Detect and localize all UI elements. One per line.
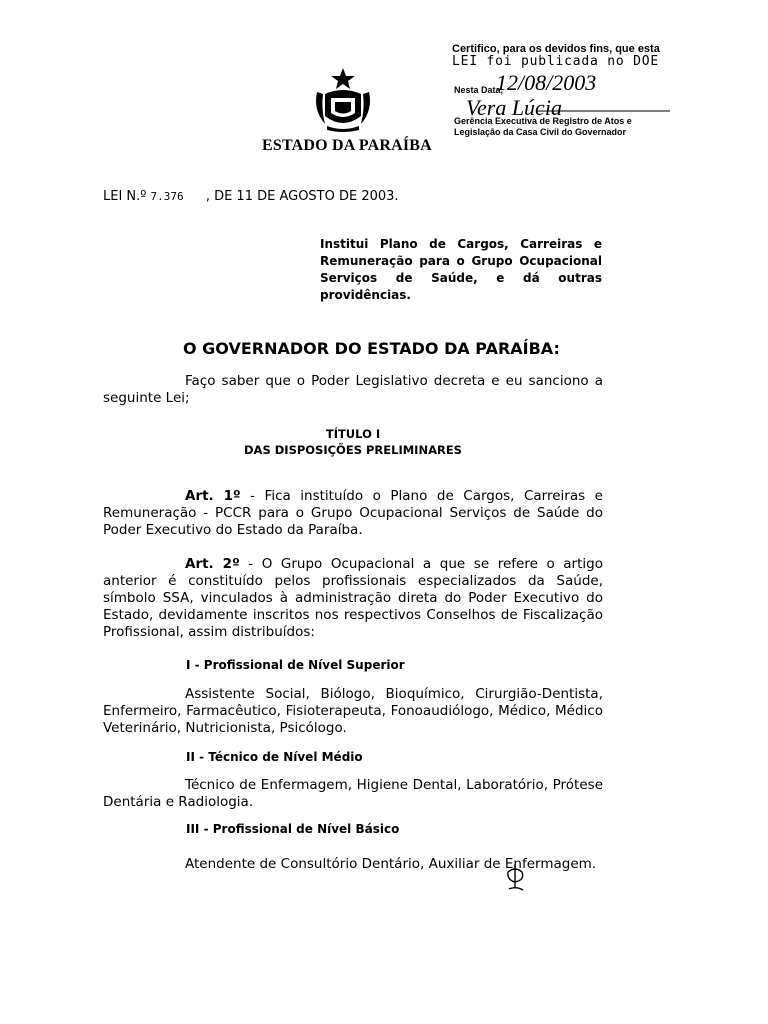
title-subheading: DAS DISPOSIÇÕES PRELIMINARES (244, 443, 462, 457)
law-number-prefix: LEI N.º (103, 189, 147, 204)
intro-paragraph: Faço saber que o Poder Legislativo decreta e eu sanciono a seguinte Lei; (103, 373, 603, 406)
certification-stamp-date-label: Nesta Data, (454, 85, 504, 95)
category-3-heading: III - Profissional de Nível Básico (186, 822, 400, 836)
category-1-heading: I - Profissional de Nível Superior (186, 658, 405, 672)
article-1-text: - Fica instituído o Plano de Cargos, Carreiras e Remuneração - PCCR para o Grupo Ocupacional Serviços de Saúde do Poder Executivo do Estado da Paraíba. (103, 488, 603, 538)
handwritten-initial-mark (503, 862, 529, 892)
certification-stamp-line2: LEI foi publicada no DOE (452, 54, 660, 69)
article-1 (103, 488, 603, 539)
article-1-label: Art. 1º (185, 488, 241, 504)
law-number-line (103, 189, 399, 204)
state-title: ESTADO DA PARAÍBA (262, 137, 432, 154)
certification-signature: Vera Lúcia (466, 95, 562, 120)
category-2-heading: II - Técnico de Nível Médio (186, 750, 363, 764)
article-2 (103, 556, 603, 641)
certification-office-line1: Gerência Executiva de Registro de Atos e (454, 116, 632, 126)
law-number: 7.376 (150, 190, 184, 203)
title-heading: TÍTULO I (325, 427, 381, 441)
law-ementa: Institui Plano de Cargos, Carreiras e Remuneração para o Grupo Ocupacional Serviços de Saúde, e dá outras providências. (320, 237, 602, 302)
article-2-label: Art. 2º (185, 556, 240, 572)
category-2-list: Técnico de Enfermagem, Higiene Dental, Laboratório, Prótese Dentária e Radiologia. (103, 777, 603, 810)
certification-stamp-line1: Certifico, para os devidos fins, que esta (452, 43, 660, 55)
article-2-text: - O Grupo Ocupacional a que se refere o artigo anterior é constituído pelos profissionais especializados da Saúde, símbolo SSA, vinculados à administração direta do Poder Executivo do Estado, devidamente inscritos nos respectivos Conselhos de Fiscalização Profissional, assim distribuídos: (103, 556, 603, 640)
certification-stamp-date: 12/08/2003 (496, 70, 597, 95)
category-3-list: Atendente de Consultório Dentário, Auxiliar de Enfermagem. (185, 856, 597, 872)
certification-office (454, 116, 632, 138)
coat-of-arms-icon (311, 66, 375, 134)
category-1-list: Assistente Social, Biólogo, Bioquímico, Cirurgião-Dentista, Enfermeiro, Farmacêutico, Fisioterapeuta, Fonoaudiólogo, Médico, Médico Veterinário, Nutricionista, Psicólogo. (103, 686, 603, 736)
law-date: , DE 11 DE AGOSTO DE 2003. (205, 189, 399, 204)
governor-heading: O GOVERNADOR DO ESTADO DA PARAÍBA: (183, 339, 560, 358)
certification-office-line2: Legislação da Casa Civil do Governador (454, 127, 627, 137)
